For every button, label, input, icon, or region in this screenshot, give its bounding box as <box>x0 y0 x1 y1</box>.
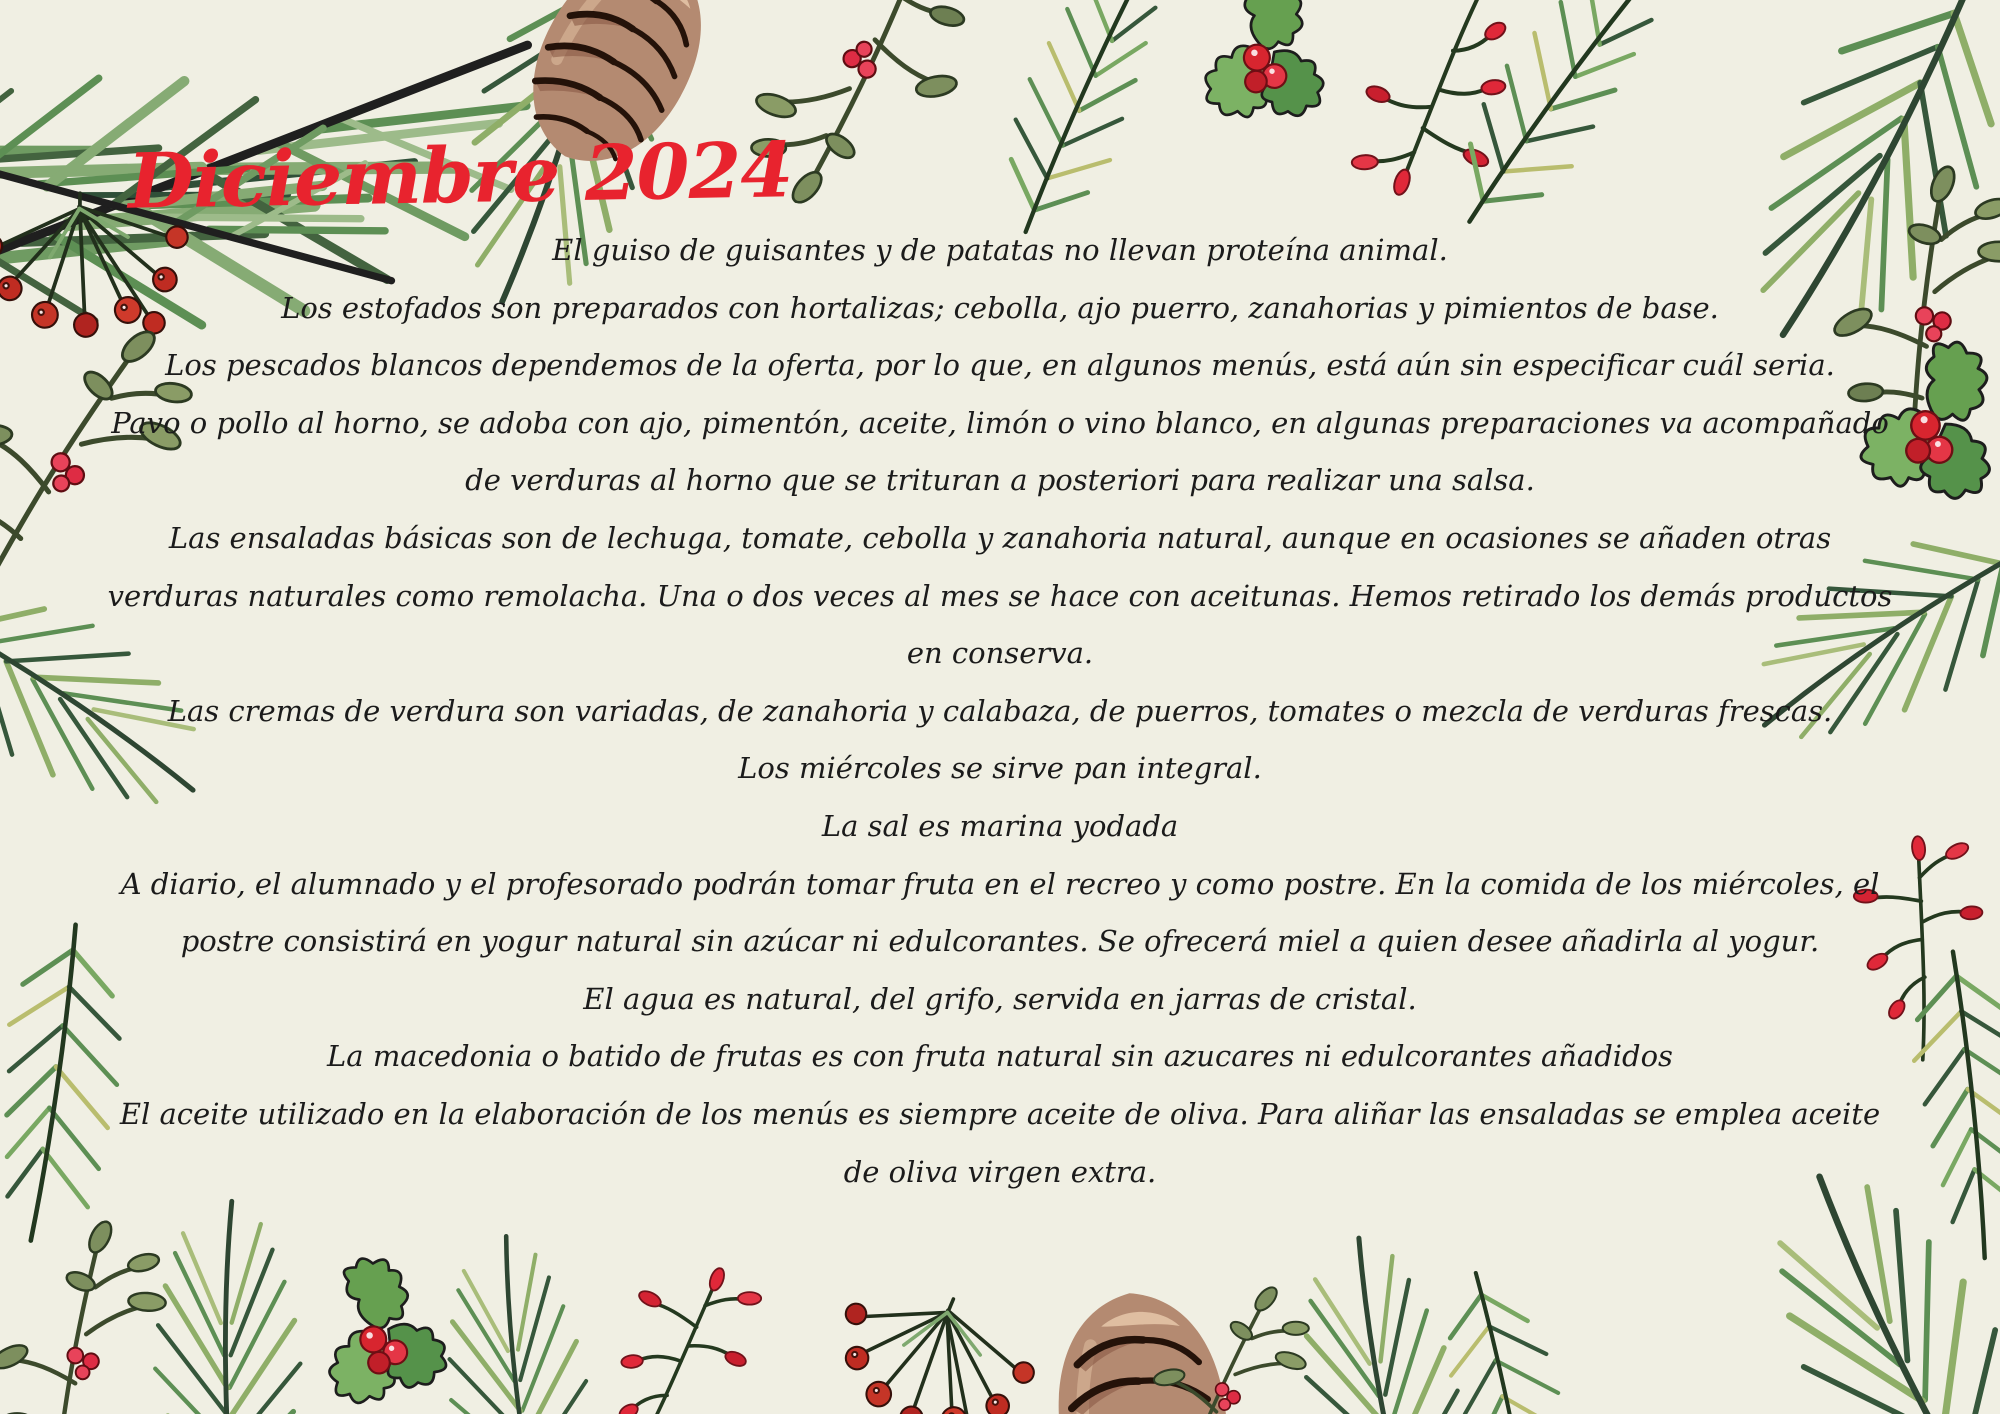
menu-notes-block <box>100 222 1900 1201</box>
menu-note-line: El guiso de guisantes y de patatas no llevan proteína animal. <box>552 233 1448 267</box>
menu-note-line: en conserva. <box>906 636 1094 671</box>
menu-note-line: de verduras al horno que se trituran a posteriori para realizar una salsa. <box>465 463 1535 498</box>
menu-note-line: El aceite utilizado en la elaboración de los menús es siempre aceite de oliva. Para aliñar las ensaladas se emplea aceite <box>119 1096 1881 1131</box>
menu-note-line: La sal es marina yodada <box>821 808 1179 843</box>
menu-note-line: Las cremas de verdura son variadas, de zanahoria y calabaza, de puerros, tomates o mezcla de verduras frescas. <box>167 693 1833 728</box>
menu-note-line: Los pescados blancos dependemos de la oferta, por lo que, en algunos menús, está aún sin especificar cuál seria. <box>165 348 1835 383</box>
berry-buds-icon <box>601 1255 794 1414</box>
menu-note-line: Las ensaladas básicas son de lechuga, tomate, cebolla y zanahoria natural, aunque en ocasiones se añaden otras <box>168 520 1832 555</box>
menu-note-line: Los miércoles se sirve pan integral. <box>738 751 1262 786</box>
menu-note-line: A diario, el alumnado y el profesorado podrán tomar fruta en el recreo y como postre. En la comida de los miércoles, el <box>120 866 1880 901</box>
menu-note-line: postre consistirá en yogur natural sin azúcar ni edulcorantes. Se ofrecerá miel a quien desee añadirla al yogur. <box>180 924 1820 959</box>
menu-note-line: Los estofados son preparados con hortalizas; cebolla, ajo puerro, zanahorias y pimientos de base. <box>281 290 1719 325</box>
pine-frond-icon <box>400 1218 636 1414</box>
menu-note-line: verduras naturales como remolacha. Una o dos veces al mes se hace con aceitunas. Hemos retirado los demás productos <box>107 578 1893 613</box>
menu-note-line: de oliva virgen extra. <box>843 1154 1157 1189</box>
menu-note-line: El agua es natural, del grifo, servida en jarras de cristal. <box>583 981 1417 1016</box>
menu-note-line: Pavo o pollo al horno, se adoba con ajo, pimentón, aceite, limón o vino blanco, en algunas preparaciones va acompañado <box>111 405 1889 440</box>
page-title: Diciembre 2024 <box>127 125 793 226</box>
menu-note-line: La macedonia o batido de frutas es con fruta natural sin azucares ni edulcorantes añadidos <box>327 1039 1673 1074</box>
